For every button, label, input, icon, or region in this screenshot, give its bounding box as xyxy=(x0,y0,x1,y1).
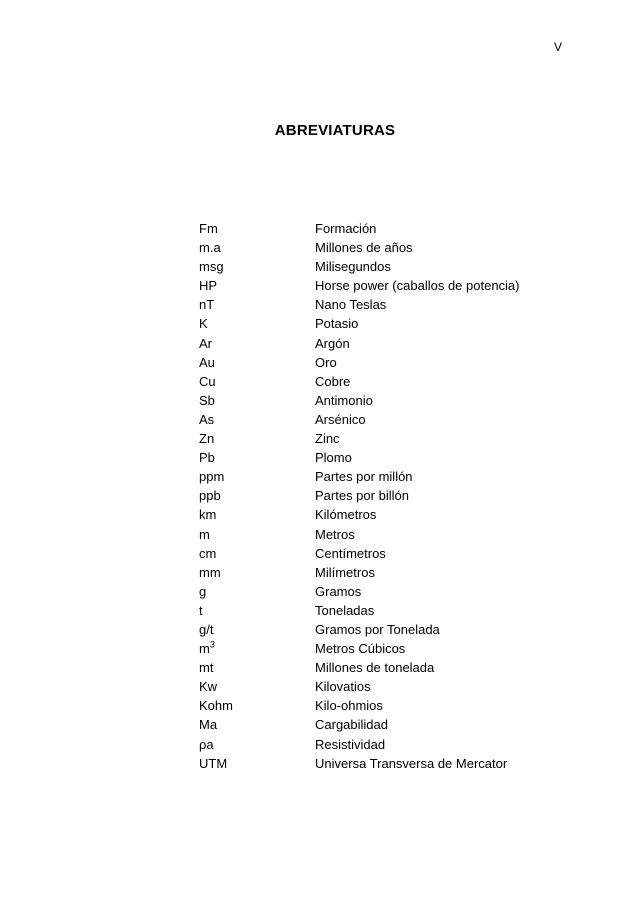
abbreviation-row xyxy=(199,601,579,620)
abbreviation-term xyxy=(199,391,315,410)
abbreviation-term xyxy=(199,544,315,563)
abbreviation-row xyxy=(199,257,579,276)
abbreviation-meaning: Arsénico xyxy=(315,411,366,427)
abbreviation-term-text: Pb xyxy=(199,450,215,466)
abbreviation-term-text: UTM xyxy=(199,755,228,771)
abbreviation-term-text: Cu xyxy=(199,373,216,389)
abbreviation-term-text: ppb xyxy=(199,488,221,504)
abbreviation-row xyxy=(199,353,579,372)
abbreviation-term xyxy=(199,372,315,391)
abbreviation-meaning: Milímetros xyxy=(315,564,375,580)
page-title: ABREVIATURAS xyxy=(274,122,396,139)
abbreviation-term-text: ppm xyxy=(199,469,225,485)
abbreviation-row xyxy=(199,505,579,524)
abbreviation-meaning: Nano Teslas xyxy=(315,297,387,313)
abbreviation-term xyxy=(199,257,315,276)
abbreviation-meaning: Gramos por Tonelada xyxy=(315,621,440,637)
abbreviation-term xyxy=(199,715,315,734)
abbreviation-term-text: g/t xyxy=(199,621,214,637)
abbreviation-meaning: Antimonio xyxy=(315,392,373,408)
abbreviation-row xyxy=(199,525,579,544)
abbreviation-term xyxy=(199,677,315,696)
abbreviation-meaning: Partes por millón xyxy=(315,469,413,485)
abbreviation-row xyxy=(199,372,579,391)
abbreviation-meaning: Oro xyxy=(315,354,337,370)
abbreviation-term xyxy=(199,429,315,448)
abbreviation-term-text: Kohm xyxy=(199,698,233,714)
abbreviation-term-text: msg xyxy=(199,259,224,275)
abbreviation-term xyxy=(199,486,315,505)
abbreviation-term xyxy=(199,334,315,353)
abbreviation-term-text: g xyxy=(199,583,207,599)
abbreviation-term xyxy=(199,219,315,238)
abbreviation-term-text: Ar xyxy=(199,335,212,351)
abbreviation-term xyxy=(199,410,315,429)
abbreviation-row xyxy=(199,544,579,563)
abbreviation-row xyxy=(199,735,579,754)
abbreviation-term-text: m xyxy=(199,526,210,542)
abbreviation-meaning: Metros xyxy=(315,526,355,542)
abbreviation-row xyxy=(199,715,579,734)
abbreviation-meaning: Millones de tonelada xyxy=(315,660,435,676)
abbreviation-row xyxy=(199,295,579,314)
abbreviation-term xyxy=(199,467,315,486)
abbreviation-meaning: Partes por billón xyxy=(315,488,409,504)
abbreviation-term xyxy=(199,639,315,658)
abbreviation-meaning: Universa Transversa de Mercator xyxy=(315,755,508,771)
abbreviation-term-text: m xyxy=(199,641,210,657)
abbreviation-meaning: Resistividad xyxy=(315,736,386,752)
abbreviation-superscript: 3 xyxy=(209,639,215,650)
abbreviation-term-text: mm xyxy=(199,564,221,580)
abbreviation-meaning: Centímetros xyxy=(315,545,386,561)
abbreviation-meaning: Argón xyxy=(315,335,350,351)
abbreviation-row xyxy=(199,486,579,505)
abbreviation-row xyxy=(199,276,579,295)
abbreviation-list xyxy=(199,219,579,773)
abbreviation-row xyxy=(199,314,579,333)
abbreviation-term xyxy=(199,658,315,677)
abbreviation-meaning: Kilovatios xyxy=(315,679,371,695)
abbreviation-term xyxy=(199,525,315,544)
abbreviation-term xyxy=(199,620,315,639)
abbreviation-term xyxy=(199,295,315,314)
abbreviation-meaning: Milisegundos xyxy=(315,259,391,275)
abbreviation-term-text: As xyxy=(199,411,215,427)
abbreviation-meaning: Metros Cúbicos xyxy=(315,641,406,657)
page-number: V xyxy=(554,40,563,54)
abbreviation-term xyxy=(199,448,315,467)
abbreviation-row xyxy=(199,391,579,410)
abbreviation-row xyxy=(199,696,579,715)
abbreviation-term-text: Au xyxy=(199,354,215,370)
abbreviation-meaning: Toneladas xyxy=(315,602,375,618)
abbreviation-term xyxy=(199,563,315,582)
abbreviation-term-text: mt xyxy=(199,660,214,676)
abbreviation-term-text: Ma xyxy=(199,717,218,733)
abbreviation-meaning: Cobre xyxy=(315,373,351,389)
abbreviation-row xyxy=(199,410,579,429)
abbreviation-term xyxy=(199,238,315,257)
abbreviation-term-text: Kw xyxy=(199,679,218,695)
abbreviation-term-text: Fm xyxy=(199,221,218,236)
abbreviation-row xyxy=(199,658,579,677)
abbreviation-term-text: t xyxy=(199,602,203,618)
abbreviation-term-text: K xyxy=(199,316,208,332)
abbreviation-term xyxy=(199,754,315,773)
abbreviation-meaning: Gramos xyxy=(315,583,362,599)
abbreviation-term xyxy=(199,276,315,295)
abbreviation-meaning: Kilómetros xyxy=(315,507,377,523)
abbreviation-row xyxy=(199,639,579,658)
abbreviation-meaning: Formación xyxy=(315,221,377,236)
abbreviation-term-text: km xyxy=(199,507,217,523)
abbreviation-row xyxy=(199,334,579,353)
abbreviation-row xyxy=(199,448,579,467)
abbreviation-term xyxy=(199,601,315,620)
abbreviation-term-text: nT xyxy=(199,297,215,313)
abbreviation-meaning: Potasio xyxy=(315,316,359,332)
abbreviation-meaning: Millones de años xyxy=(315,240,413,256)
abbreviation-term xyxy=(199,314,315,333)
abbreviation-term xyxy=(199,353,315,372)
abbreviation-meaning: Cargabilidad xyxy=(315,717,388,733)
abbreviation-term xyxy=(199,735,315,754)
abbreviation-term-text: HP xyxy=(199,278,218,294)
abbreviation-term-text: Zn xyxy=(199,431,215,447)
abbreviation-meaning: Kilo-ohmios xyxy=(315,698,383,714)
abbreviation-row xyxy=(199,467,579,486)
abbreviation-row xyxy=(199,238,579,257)
abbreviation-row xyxy=(199,582,579,601)
abbreviation-row xyxy=(199,219,579,238)
abbreviation-term xyxy=(199,582,315,601)
abbreviation-row xyxy=(199,620,579,639)
abbreviation-meaning: Zinc xyxy=(315,431,340,447)
abbreviation-term-text: m.a xyxy=(199,240,221,256)
abbreviation-row xyxy=(199,563,579,582)
abbreviation-meaning: Horse power (caballos de potencia) xyxy=(315,278,520,294)
abbreviation-term xyxy=(199,696,315,715)
abbreviation-term xyxy=(199,505,315,524)
abbreviation-row xyxy=(199,429,579,448)
abbreviation-row xyxy=(199,677,579,696)
abbreviation-row xyxy=(199,754,579,773)
abbreviation-term-text: Sb xyxy=(199,392,215,408)
abbreviation-meaning: Plomo xyxy=(315,450,352,466)
abbreviation-term-text: ρa xyxy=(199,736,214,752)
abbreviation-term-text: cm xyxy=(199,545,217,561)
